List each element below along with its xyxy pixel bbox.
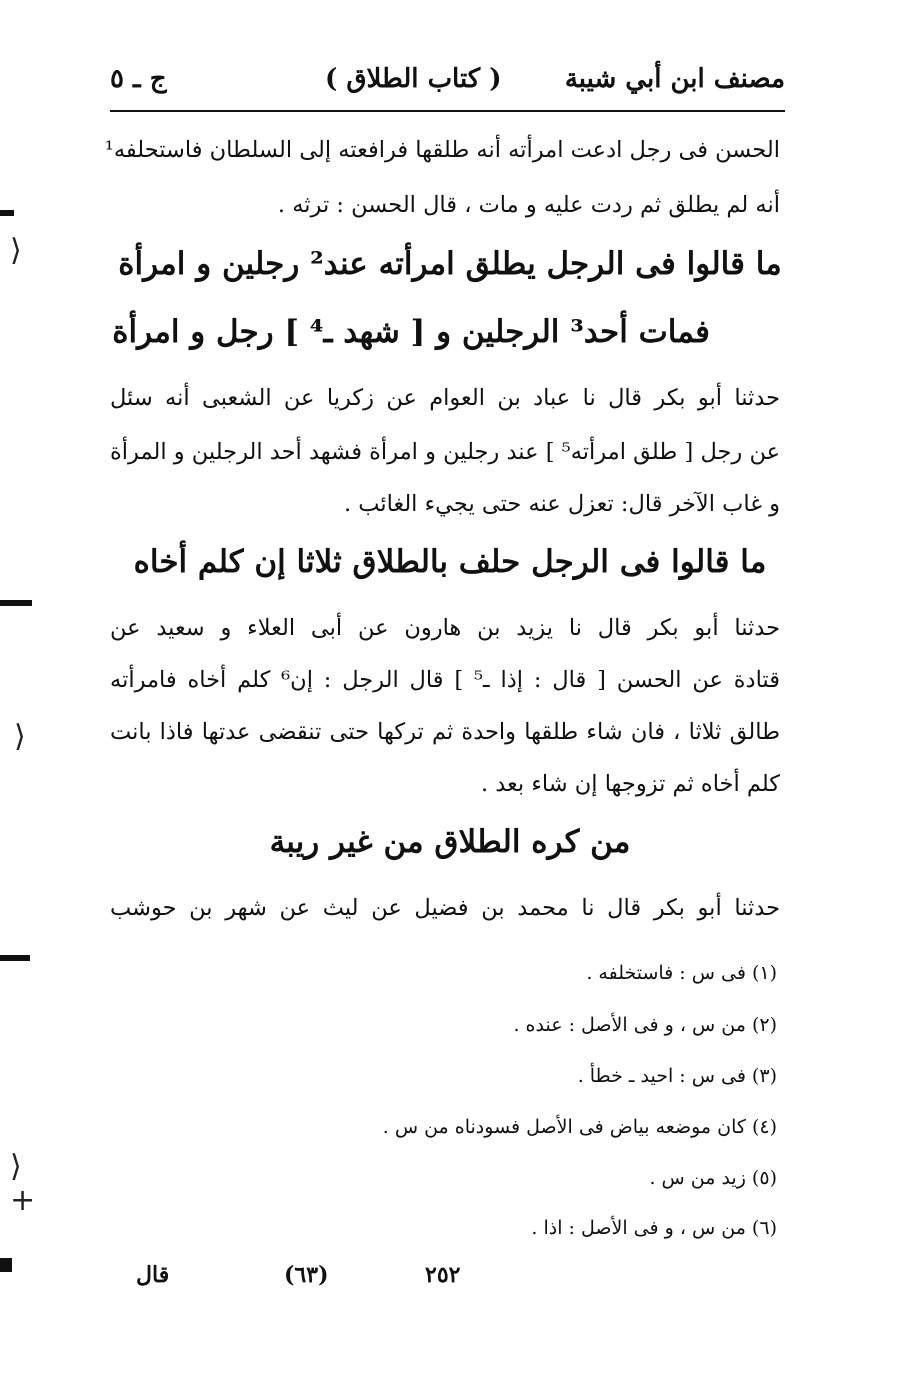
catchword: قال bbox=[136, 1262, 170, 1288]
page-number: ٢٥٢ bbox=[425, 1262, 461, 1288]
binding-tick-icon: ⟩ bbox=[10, 233, 22, 268]
running-header bbox=[110, 58, 785, 104]
signature-mark: (٦٣) bbox=[284, 1262, 329, 1288]
section-heading: فمات أحد³ الرجلين و [ شهد ـ⁴ ] رجل و امرأة bbox=[112, 314, 710, 350]
text-line: الحسن فى رجل ادعت امرأته أنه طلقها فرافعته إلى السلطان فاستحلفه¹ bbox=[104, 137, 780, 163]
binding-mark bbox=[0, 210, 14, 216]
text-line: أنه لم يطلق ثم ردت عليه و مات ، قال الحسن : ترثه . bbox=[277, 192, 780, 218]
binding-mark bbox=[0, 600, 32, 606]
text-line: حدثنا أبو بكر قال نا يزيد بن هارون عن أبى العلاء و سعيد عن bbox=[110, 615, 780, 641]
text-line: حدثنا أبو بكر قال نا محمد بن فضيل عن ليث عن شهر بن حوشب bbox=[110, 895, 780, 921]
volume-number: ج ـ ٥ bbox=[110, 64, 167, 94]
binding-tick-icon: + bbox=[10, 1183, 36, 1218]
book-title: مصنف ابن أبي شيبة bbox=[564, 64, 785, 94]
chapter-title: ( كتاب الطلاق ) bbox=[325, 64, 502, 94]
footnote: (٦) من س ، و فى الأصل : اذا . bbox=[531, 1217, 777, 1239]
binding-mark bbox=[0, 955, 30, 961]
section-heading: ما قالوا فى الرجل حلف بالطلاق ثلاثا إن كلم أخاه bbox=[133, 544, 767, 580]
footnote: (٢) من س ، و فى الأصل : عنده . bbox=[513, 1014, 777, 1036]
text-line: حدثنا أبو بكر قال نا عباد بن العوام عن زكريا عن الشعبى أنه سئل bbox=[110, 385, 780, 411]
section-heading: ما قالوا فى الرجل يطلق امرأته عند² رجلين و امرأة bbox=[118, 246, 782, 282]
binding-tick-icon: ⟩ bbox=[10, 1149, 22, 1184]
footnote: (٣) فى س : احيد ـ خطأ . bbox=[577, 1065, 777, 1087]
binding-mark bbox=[0, 1258, 12, 1272]
text-line: كلم أخاه ثم تزوجها إن شاء بعد . bbox=[480, 771, 780, 797]
text-line: طالق ثلاثا ، فان شاء طلقها واحدة ثم تركها حتى تنقضى عدتها فاذا بانت bbox=[110, 719, 780, 745]
text-line: و غاب الآخر قال: تعزل عنه حتى يجيء الغائب . bbox=[343, 491, 780, 517]
binding-tick-icon: ⟩ bbox=[14, 719, 26, 754]
text-line: قتادة عن الحسن [ قال : إذا ـ⁵ ] قال الرجل : إن⁶ كلم أخاه فامرأته bbox=[110, 667, 780, 693]
section-heading: من كره الطلاق من غير ريبة bbox=[269, 824, 631, 860]
footnote: (٤) كان موضعه بياض فى الأصل فسودناه من س . bbox=[382, 1116, 777, 1138]
header-rule bbox=[110, 110, 785, 112]
footnote: (١) فى س : فاستخلفه . bbox=[586, 962, 777, 984]
footnote: (٥) زيد من س . bbox=[649, 1167, 777, 1189]
text-line: عن رجل [ طلق امرأته⁵ ] عند رجلين و امرأة فشهد أحد الرجلين و المرأة bbox=[110, 439, 780, 465]
